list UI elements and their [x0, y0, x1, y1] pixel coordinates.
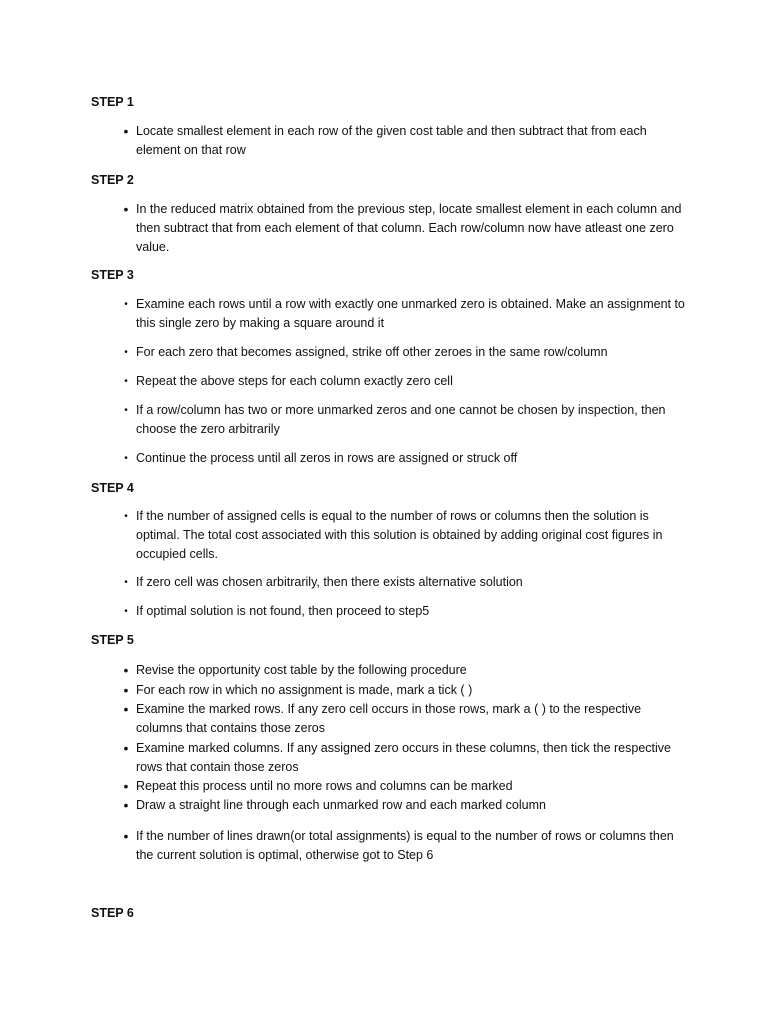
step-3-item-1: [116, 295, 691, 333]
step-5-item-1: [116, 661, 691, 680]
step-1-item-1: [116, 122, 691, 160]
step-3-item-3: [116, 372, 691, 391]
step-3-item-4: [116, 401, 691, 439]
step-6-heading: STEP 6: [91, 906, 134, 920]
step-2-heading: STEP 2: [91, 173, 134, 187]
step-2-item-1: [116, 200, 691, 257]
bullet-text: For each row in which no assignment is made, mark a tick ( ): [136, 683, 473, 697]
bullet-icon: •: [123, 778, 129, 794]
bullet-text: Examine marked columns. If any assigned zero occurs in these columns, then tick the respective rows that contain those zeros: [136, 741, 671, 774]
bullet-text: If zero cell was chosen arbitrarily, then there exists alternative solution: [136, 575, 523, 589]
bullet-icon: •: [123, 701, 129, 717]
bullet-text: For each zero that becomes assigned, strike off other zeroes in the same row/column: [136, 345, 608, 359]
bullet-text: If a row/column has two or more unmarked zeros and one cannot be chosen by inspection, then choose the zero arbitrarily: [136, 403, 666, 436]
bullet-text: Repeat the above steps for each column exactly zero cell: [136, 374, 453, 388]
step-4-item-1: [116, 507, 691, 564]
bullet-text: Examine each rows until a row with exactly one unmarked zero is obtained. Make an assignment to this single zero by making a square around it: [136, 297, 685, 330]
bullet-text: Locate smallest element in each row of the given cost table and then subtract that from each element on that row: [136, 124, 647, 157]
step-4-item-3: [116, 602, 691, 621]
bullet-icon: •: [124, 299, 128, 310]
bullet-text: Draw a straight line through each unmarked row and each marked column: [136, 798, 546, 812]
bullet-text: If optimal solution is not found, then proceed to step5: [136, 604, 430, 618]
bullet-icon: •: [123, 682, 129, 698]
step-1-heading: STEP 1: [91, 95, 134, 109]
step-3-item-2: [116, 343, 691, 362]
bullet-text: If the number of assigned cells is equal to the number of rows or columns then the solution is optimal. The total cost associated with this solution is obtained by adding original cost figures in occupied cells.: [136, 509, 663, 561]
bullet-icon: •: [124, 606, 128, 617]
bullet-icon: •: [123, 201, 129, 217]
step-5-item-4: [116, 739, 691, 777]
bullet-icon: •: [124, 453, 128, 464]
bullet-icon: •: [123, 662, 129, 678]
bullet-icon: •: [124, 577, 128, 588]
bullet-text: In the reduced matrix obtained from the previous step, locate smallest element in each column and then subtract that from each element of that column. Each row/column now have atleast one zero value.: [136, 202, 682, 254]
step-3-item-5: [116, 449, 691, 468]
bullet-icon: •: [123, 797, 129, 813]
step-5-item-5: [116, 777, 691, 796]
bullet-icon: •: [123, 740, 129, 756]
bullet-icon: •: [124, 376, 128, 387]
step-4-heading: STEP 4: [91, 481, 134, 495]
step-5-item-2: [116, 681, 691, 700]
bullet-text: Repeat this process until no more rows and columns can be marked: [136, 779, 513, 793]
bullet-text: Revise the opportunity cost table by the following procedure: [136, 663, 467, 677]
bullet-icon: •: [124, 347, 128, 358]
step-4-item-2: [116, 573, 691, 592]
bullet-text: If the number of lines drawn(or total assignments) is equal to the number of rows or columns then the current solution is optimal, otherwise got to Step 6: [136, 829, 674, 862]
step-3-heading: STEP 3: [91, 268, 134, 282]
bullet-icon: •: [124, 511, 128, 522]
bullet-text: Continue the process until all zeros in rows are assigned or struck off: [136, 451, 518, 465]
bullet-text: Examine the marked rows. If any zero cell occurs in those rows, mark a ( ) to the respective columns that contains those zeros: [136, 702, 642, 735]
step-5-item-3: [116, 700, 691, 738]
step-5-heading: STEP 5: [91, 633, 134, 647]
bullet-icon: •: [124, 405, 128, 416]
step-5-item-6: [116, 796, 691, 815]
step-5-item-7: [116, 827, 691, 865]
bullet-icon: •: [123, 123, 129, 139]
bullet-icon: •: [123, 828, 129, 844]
